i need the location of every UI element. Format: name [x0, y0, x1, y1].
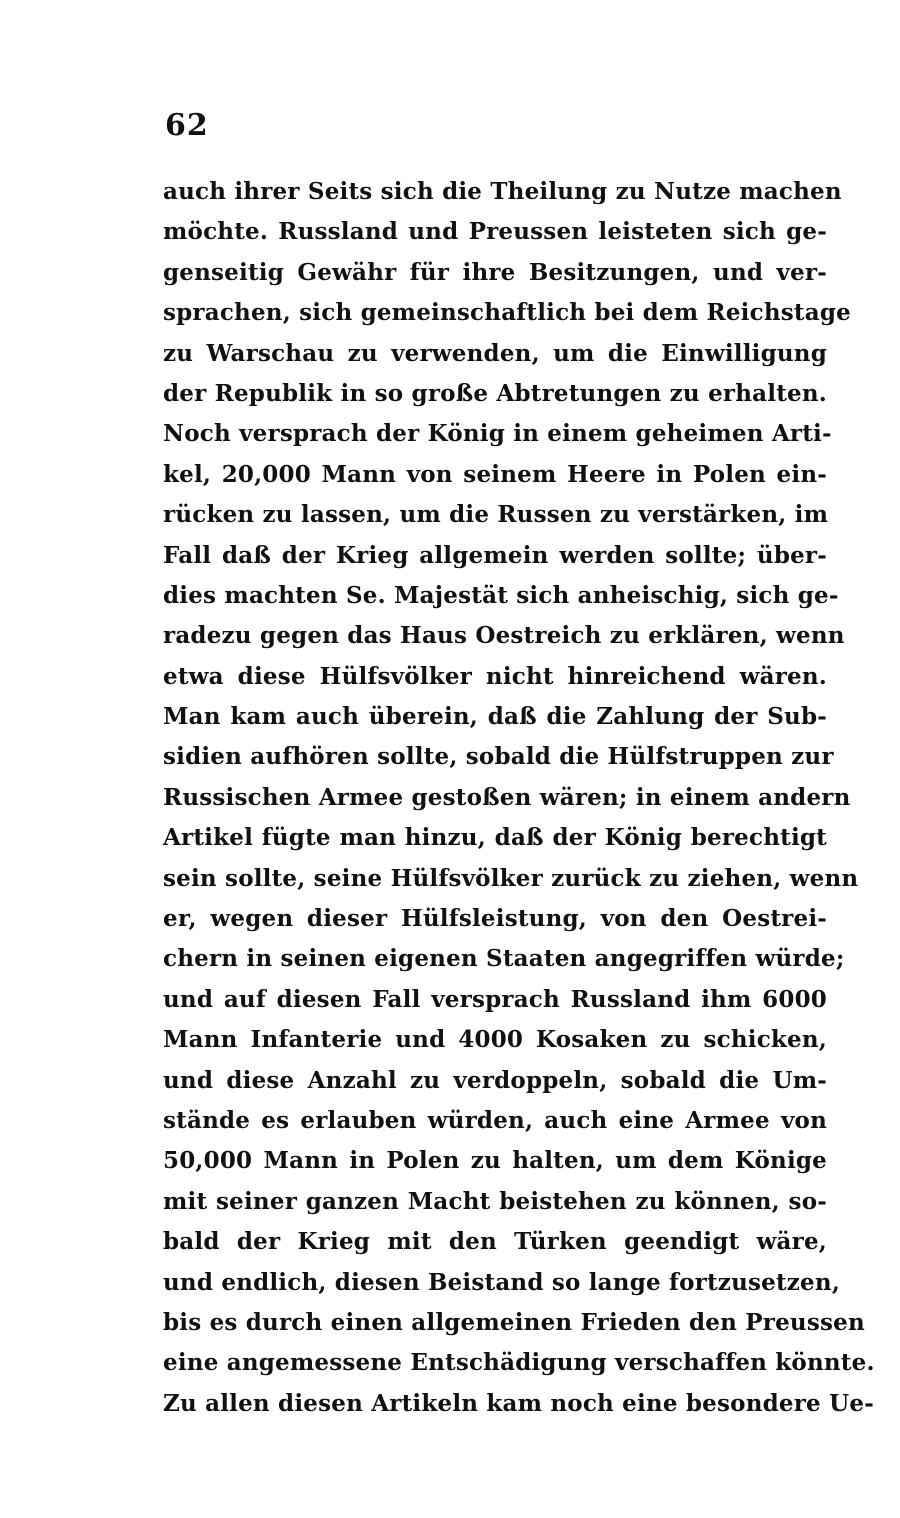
text-line: Mann Infanterie und 4000 Kosaken zu schicken,	[163, 1026, 827, 1054]
text-line: und auf diesen Fall versprach Russland ihm 6000	[163, 985, 827, 1013]
text-line: möchte. Russland und Preussen leisteten sich ge-	[163, 218, 827, 246]
text-line: zu Warschau zu verwenden, um die Einwilligung	[163, 339, 827, 367]
text-line: auch ihrer Seits sich die Theilung zu Nutze machen	[163, 178, 842, 205]
text-line: sein sollte, seine Hülfsvölker zurück zu ziehen, wenn	[163, 864, 859, 892]
text-line: Fall daß der Krieg allgemein werden sollte; über-	[163, 541, 827, 569]
text-line: Zu allen diesen Artikeln kam noch eine besondere Ue-	[163, 1389, 874, 1417]
text-line: radezu gegen das Haus Oestreich zu erklären, wenn	[163, 622, 845, 650]
text-line: sidien aufhören sollte, sobald die Hülfstruppen zur	[163, 743, 834, 771]
text-line: stände es erlauben würden, auch eine Armee von	[163, 1106, 827, 1134]
text-line: eine angemessene Entschädigung verschaffen könnte.	[163, 1349, 875, 1377]
text-line: mit seiner ganzen Macht beistehen zu können, so-	[163, 1187, 827, 1215]
text-line: der Republik in so große Abtretungen zu erhalten.	[163, 379, 827, 407]
text-line: Artikel fügte man hinzu, daß der König berechtigt	[163, 824, 827, 852]
text-line: Man kam auch überein, daß die Zahlung der Sub-	[163, 703, 827, 731]
body-text	[163, 172, 875, 1424]
text-line: er, wegen dieser Hülfsleistung, von den Oestrei-	[163, 905, 827, 933]
text-line: kel, 20,000 Mann von seinem Heere in Polen ein-	[163, 460, 827, 488]
page-number: 62	[165, 108, 209, 143]
text-line: und diese Anzahl zu verdoppeln, sobald die Um-	[163, 1066, 827, 1094]
text-line: bis es durch einen allgemeinen Frieden den Preussen	[163, 1308, 865, 1336]
text-line: chern in seinen eigenen Staaten angegriffen würde;	[163, 945, 845, 973]
text-line: rücken zu lassen, um die Russen zu verstärken, im	[163, 501, 829, 529]
text-line: genseitig Gewähr für ihre Besitzungen, und ver-	[163, 258, 827, 286]
text-line: und endlich, diesen Beistand so lange fortzusetzen,	[163, 1268, 841, 1296]
text-line: sprachen, sich gemeinschaftlich bei dem Reichstage	[163, 299, 851, 327]
text-line: Russischen Armee gestoßen wären; in einem andern	[163, 783, 851, 811]
text-line: etwa diese Hülfsvölker nicht hinreichend wären.	[163, 662, 827, 690]
text-line: 50,000 Mann in Polen zu halten, um dem Könige	[163, 1147, 827, 1175]
text-line: Noch versprach der König in einem geheimen Arti-	[163, 420, 832, 448]
text-line: dies machten Se. Majestät sich anheischig, sich ge-	[163, 581, 839, 609]
text-line: bald der Krieg mit den Türken geendigt wäre,	[163, 1228, 827, 1256]
